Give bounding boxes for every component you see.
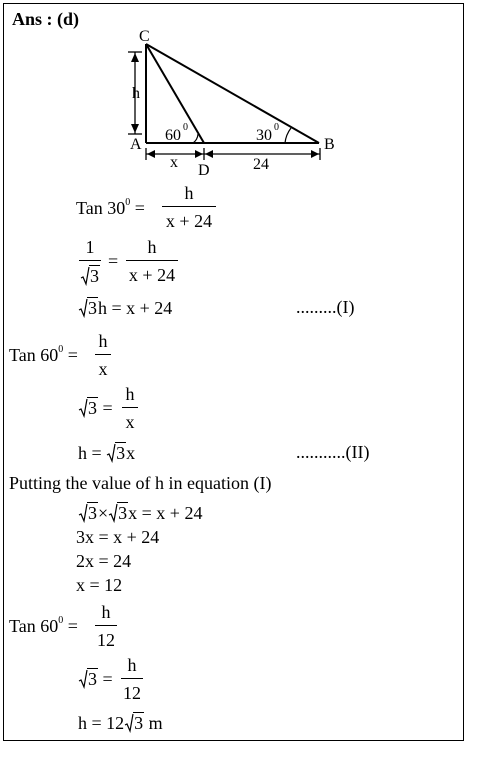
eq4-fraction: h x bbox=[95, 332, 111, 380]
answer-heading: Ans : (d) bbox=[12, 9, 80, 29]
eq4-lhs: Tan $60^0$ = bbox=[9, 344, 78, 365]
eq10: x = 12 bbox=[76, 575, 123, 595]
vertex-c-label: C bbox=[139, 28, 150, 45]
segment-24-label: 24 bbox=[253, 156, 269, 173]
angle-60-degree: 0 bbox=[183, 122, 188, 133]
eq6-tag: ...........(II) bbox=[296, 442, 370, 462]
eq2-fraction-right: h x + 24 bbox=[126, 238, 178, 288]
eq1-fraction: h x + 24 bbox=[162, 184, 216, 232]
eq11-lhs: Tan $60^0$ = bbox=[9, 615, 78, 636]
eq5-lhs: 3 = bbox=[78, 398, 113, 418]
angle-30-label: 30 bbox=[256, 127, 272, 144]
eq2-equals: = bbox=[108, 251, 119, 271]
eq9: 2x = 24 bbox=[76, 551, 132, 571]
eq12-lhs: 3 = bbox=[78, 669, 113, 689]
eq8: 3x = x + 24 bbox=[76, 527, 160, 547]
eq13: h = 12 3 m bbox=[78, 713, 163, 733]
vertex-d-label: D bbox=[198, 162, 210, 179]
eq1-lhs: Tan $30^0$ = bbox=[76, 197, 145, 218]
triangle-figure bbox=[0, 0, 479, 180]
vertex-a-label: A bbox=[130, 136, 142, 153]
eq3: 3h = x + 24 bbox=[78, 298, 172, 318]
angle-30-degree: 0 bbox=[274, 122, 279, 133]
vertex-b-label: B bbox=[324, 136, 335, 153]
putting-text: Putting the value of h in equation (I) bbox=[9, 473, 272, 493]
eq11-fraction: h 12 bbox=[97, 602, 115, 650]
eq3-tag: .........(I) bbox=[296, 297, 355, 317]
eq5-fraction: h x bbox=[122, 385, 138, 433]
eq12-fraction: h 12 bbox=[123, 655, 141, 703]
height-label: h bbox=[132, 85, 140, 102]
eq7: 3× 3x = x + 24 bbox=[78, 503, 202, 523]
segment-x-label: x bbox=[170, 154, 178, 171]
eq2-fraction-left: 1 3 bbox=[79, 238, 101, 288]
angle-60-label: 60 bbox=[165, 127, 181, 144]
eq6: h = 3x bbox=[78, 443, 136, 463]
